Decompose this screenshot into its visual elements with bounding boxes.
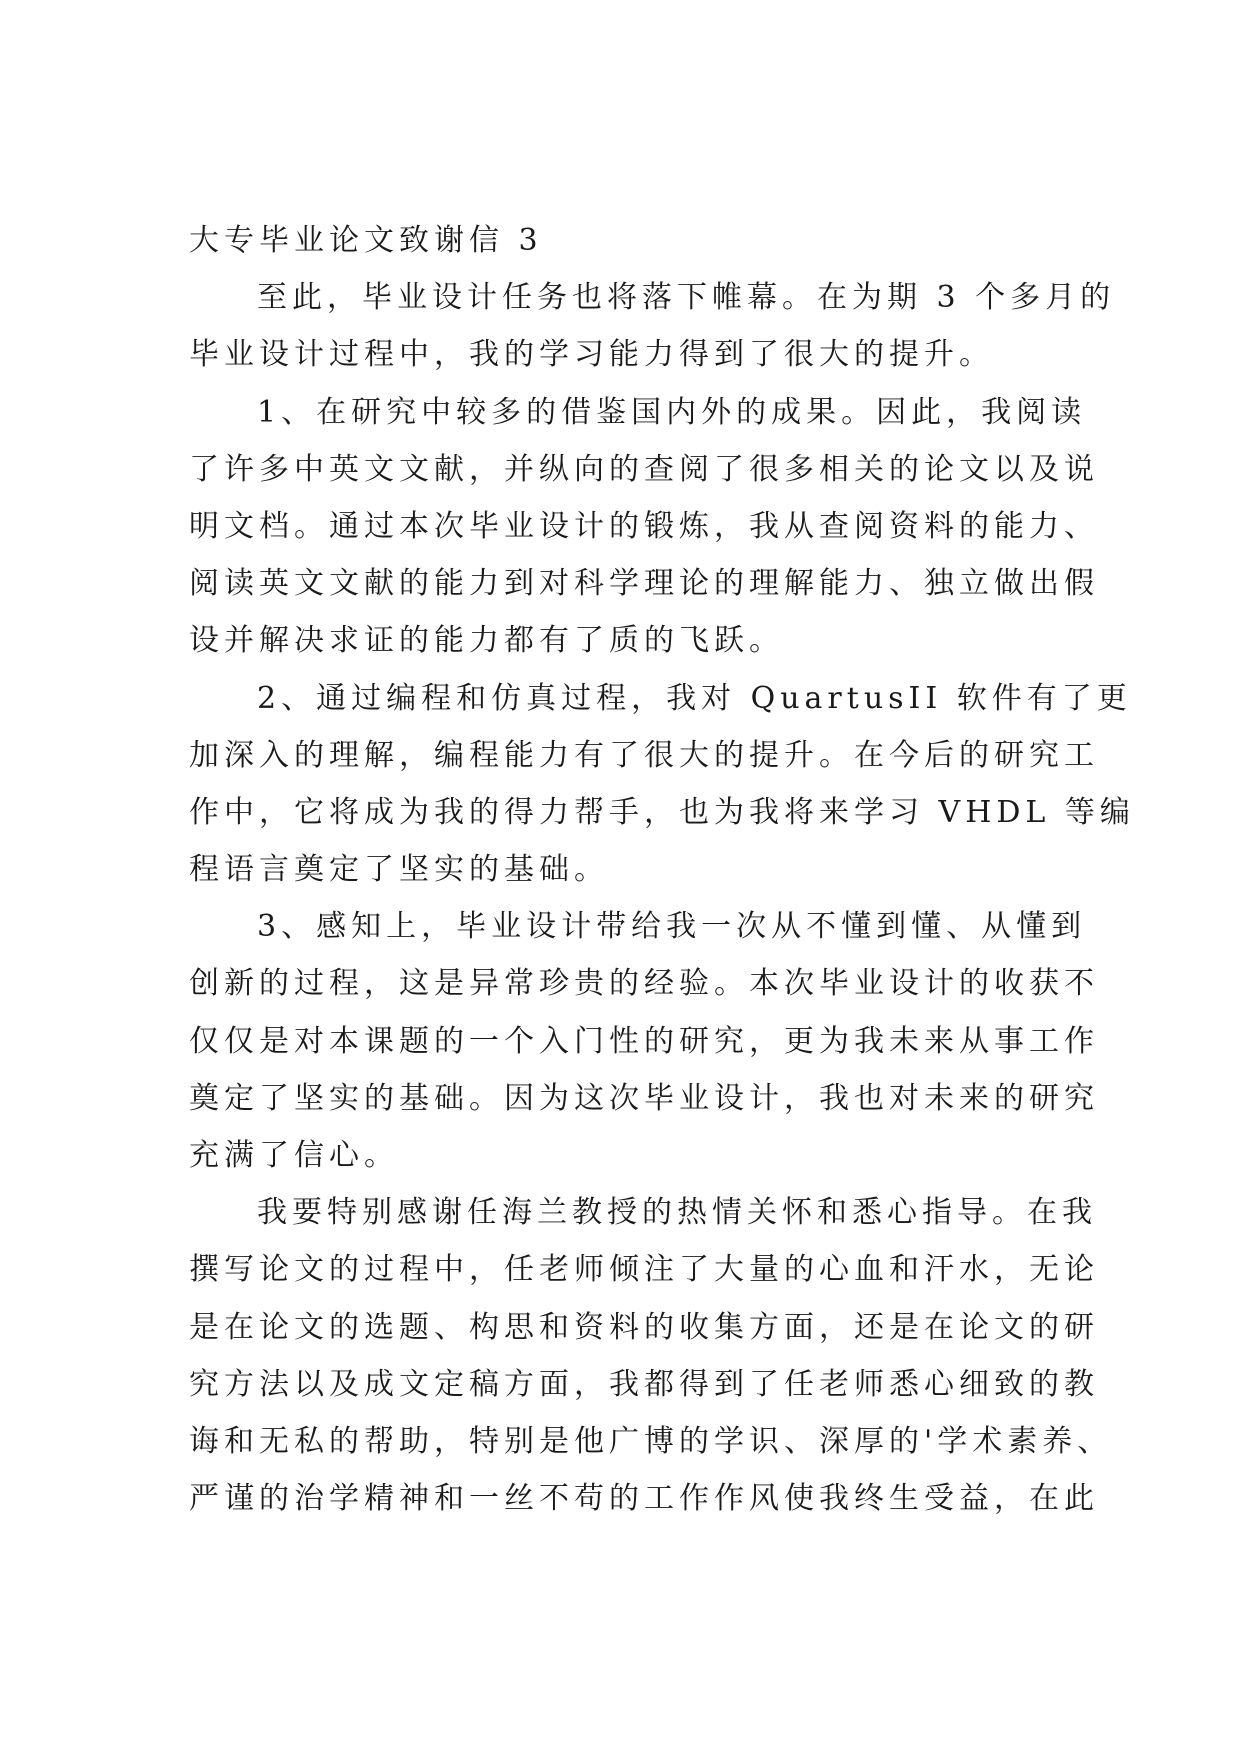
paragraph-line: 仅仅是对本课题的一个入门性的研究，更为我未来从事工作 — [189, 1023, 1099, 1059]
paragraph-line: 我要特别感谢任海兰教授的热情关怀和悉心指导。在我 — [257, 1195, 1097, 1231]
paragraph-line: 创新的过程，这是异常珍贵的经验。本次毕业设计的收获不 — [189, 966, 1099, 1002]
paragraph-line: 是在论文的选题、构思和资料的收集方面，还是在论文的研 — [189, 1309, 1099, 1345]
paragraph-line: 程语言奠定了坚实的基础。 — [189, 852, 609, 888]
paragraph-line: 2、通过编程和仿真过程，我对 QuartusII 软件有了更 — [257, 680, 1132, 716]
paragraph-line: 充满了信心。 — [189, 1138, 399, 1173]
paragraph-line: 毕业设计过程中，我的学习能力得到了很大的提升。 — [189, 337, 994, 373]
paragraph-line: 至此，毕业设计任务也将落下帷幕。在为期 3 个多月的 — [257, 280, 1116, 316]
paragraph-line: 诲和无私的帮助，特别是他广博的学识、深厚的'学术素养、 — [189, 1423, 1113, 1459]
document-body — [189, 212, 1135, 1527]
paragraph-line: 明文档。通过本次毕业设计的锻炼，我从查阅资料的能力、 — [189, 508, 1099, 544]
paragraph-line: 1、在研究中较多的借鉴国内外的成果。因此，我阅读 — [257, 394, 1087, 430]
paragraph-line: 3、感知上，毕业设计带给我一次从不懂到懂、从懂到 — [257, 909, 1087, 945]
document-title: 大专毕业论文致谢信 3 — [189, 223, 543, 258]
paragraph-line: 严谨的治学精神和一丝不苟的工作作风使我终生受益，在此 — [189, 1481, 1099, 1517]
paragraph-line: 撰写论文的过程中，任老师倾注了大量的心血和汗水，无论 — [189, 1252, 1099, 1288]
paragraph-line: 究方法以及成文定稿方面，我都得到了任老师悉心细致的教 — [189, 1366, 1099, 1402]
paragraph-line: 阅读英文文献的能力到对科学理论的理解能力、独立做出假 — [189, 566, 1099, 602]
paragraph-line: 奠定了坚实的基础。因为这次毕业设计，我也对未来的研究 — [189, 1080, 1099, 1116]
paragraph-line: 了许多中英文文献，并纵向的查阅了很多相关的论文以及说 — [189, 451, 1099, 487]
paragraph-line: 加深入的理解，编程能力有了很大的提升。在今后的研究工 — [189, 737, 1099, 773]
paragraph-line: 设并解决求证的能力都有了质的飞跃。 — [189, 623, 784, 659]
paragraph-line: 作中，它将成为我的得力帮手，也为我将来学习 VHDL 等编 — [189, 794, 1135, 830]
